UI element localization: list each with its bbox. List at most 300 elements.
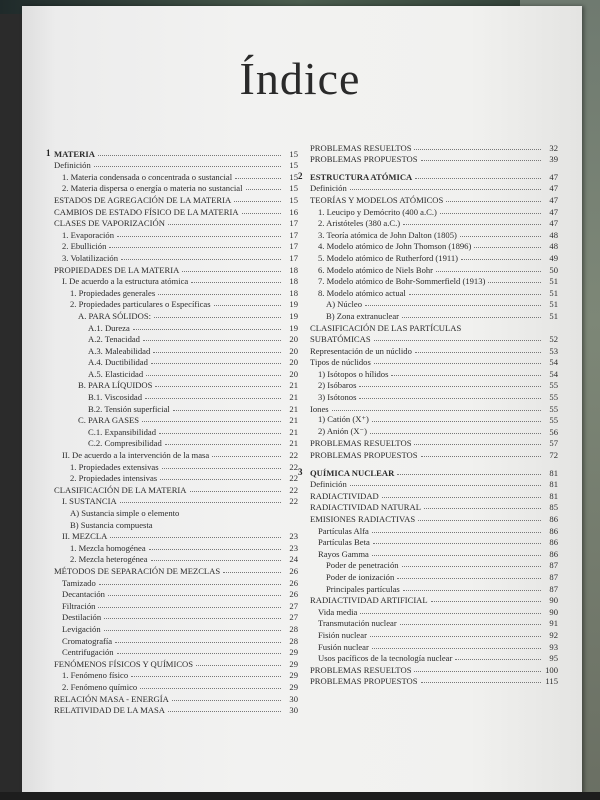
page-number: 115 — [545, 676, 558, 687]
dot-leader — [421, 456, 541, 457]
dot-leader — [98, 607, 281, 608]
entry-title: Cromatografía — [62, 635, 113, 646]
entry-title: PROBLEMAS RESUELTOS — [310, 142, 412, 153]
entry-title: Destilación — [62, 612, 102, 623]
dot-leader — [372, 532, 541, 533]
page-number: 47 — [549, 171, 558, 182]
dot-leader — [155, 386, 281, 387]
dot-leader — [414, 149, 541, 150]
dot-leader — [370, 433, 541, 434]
page-number: 85 — [549, 502, 558, 513]
entry-title: PROBLEMAS RESUELTOS — [310, 438, 412, 449]
dot-leader — [365, 305, 541, 306]
index-entry — [310, 344, 558, 356]
page-number: 15 — [289, 160, 298, 171]
page-number: 87 — [549, 560, 558, 571]
dot-leader — [372, 555, 541, 556]
entry-title: B. PARA LÍQUIDOS — [78, 380, 153, 391]
page-number: 48 — [549, 229, 558, 240]
dot-leader — [98, 155, 281, 156]
entry-title: Definición — [310, 479, 347, 490]
dot-leader — [397, 474, 541, 475]
entry-title: QUÍMICA NUCLEAR — [310, 467, 395, 478]
index-entry — [54, 205, 298, 217]
index-entry — [310, 251, 558, 263]
dot-leader — [350, 189, 541, 190]
dot-leader — [143, 340, 281, 341]
dot-leader — [359, 386, 541, 387]
dot-leader — [168, 711, 281, 712]
index-entry — [54, 344, 298, 356]
page-number: 32 — [549, 142, 558, 153]
dot-leader — [173, 410, 281, 411]
dot-leader — [397, 578, 541, 579]
index-entry — [54, 518, 298, 530]
entry-title: Iones — [310, 403, 329, 414]
dot-leader — [235, 178, 281, 179]
page-number: 20 — [289, 368, 298, 379]
entry-title: CLASES DE VAPORIZACIÓN — [54, 218, 165, 229]
page-number: 17 — [289, 218, 298, 229]
index-entry — [54, 321, 298, 333]
dot-leader — [191, 282, 281, 283]
dot-leader — [159, 433, 281, 434]
entry-title: B) Sustancia compuesta — [70, 519, 153, 530]
index-entry — [310, 448, 558, 460]
dot-leader — [120, 502, 281, 503]
entry-title: Poder de ionización — [326, 571, 395, 582]
page-title: Índice — [239, 53, 361, 104]
entry-title: 1. Evaporación — [62, 229, 115, 240]
index-entry — [54, 437, 298, 449]
dot-leader — [110, 537, 281, 538]
page-number: 22 — [289, 450, 298, 461]
index-entry — [310, 286, 558, 298]
page-number: 51 — [549, 299, 558, 310]
page-number: 27 — [289, 612, 298, 623]
dot-leader — [109, 247, 281, 248]
entry-title: Vida media — [318, 606, 358, 617]
entry-title: 2. Materia dispersa o energía o materia no sustancial — [62, 183, 243, 194]
entry-title: Centrifugación — [62, 647, 114, 658]
page-number: 87 — [549, 583, 558, 594]
dot-leader — [104, 618, 281, 619]
page-number: 86 — [549, 525, 558, 536]
index-entry — [54, 356, 298, 368]
page-number: 26 — [289, 577, 298, 588]
dot-leader — [212, 456, 281, 457]
dot-leader — [133, 329, 281, 330]
entry-title: Definición — [310, 183, 347, 194]
page-number: 81 — [549, 490, 558, 501]
index-entry — [298, 466, 558, 478]
entry-title: Partículas Beta — [318, 537, 370, 548]
page-number: 26 — [289, 589, 298, 600]
entry-title: PROPIEDADES DE LA MATERIA — [54, 264, 180, 275]
index-entry — [310, 594, 558, 606]
dot-leader — [460, 236, 541, 237]
entry-title: Fisión nuclear — [318, 629, 367, 640]
index-entry — [54, 275, 298, 287]
page-number: 47 — [549, 194, 558, 205]
entry-title: 1) Isótopos o hílidos — [318, 368, 389, 379]
dot-leader — [117, 653, 281, 654]
entry-title: II. De acuerdo a la intervención de la masa — [62, 450, 210, 461]
page-number: 30 — [289, 693, 298, 704]
entry-title: FENÓMENOS FÍSICOS Y QUÍMICOS — [54, 658, 194, 669]
entry-title: 1) Catión (X⁺) — [318, 414, 369, 425]
dot-leader — [94, 166, 281, 167]
entry-title: Principales partículas — [326, 583, 400, 594]
index-entry — [54, 240, 298, 252]
page-number: 90 — [549, 606, 558, 617]
entry-title: MATERIA — [54, 148, 95, 159]
entry-title: EMISIONES RADIACTIVAS — [310, 514, 416, 524]
entry-title: A. PARA SÓLIDOS: — [78, 310, 151, 321]
page-number: 81 — [549, 479, 558, 490]
entry-title: 1. Fenómeno físico — [62, 670, 129, 681]
dot-leader — [403, 590, 541, 591]
index-entry — [310, 582, 558, 594]
entry-title: 2. Propiedades intensivas — [70, 473, 158, 484]
index-entry — [310, 298, 558, 310]
index-entry — [54, 704, 298, 716]
page-number: 21 — [289, 438, 298, 449]
page-number: 100 — [545, 664, 558, 675]
entry-title: PROBLEMAS PROPUESTOS — [310, 450, 418, 461]
page-number: 55 — [549, 392, 558, 403]
dot-leader — [223, 572, 281, 573]
entry-title: 1. Propiedades extensivas — [70, 461, 159, 472]
index-entry — [54, 217, 298, 229]
index-entry — [54, 680, 298, 692]
dot-leader — [415, 352, 541, 353]
index-entry — [310, 367, 558, 379]
index-entry — [54, 263, 298, 275]
entry-title: RADIACTIVIDAD NATURAL — [310, 502, 421, 513]
chapter-number: 1 — [46, 147, 51, 158]
dot-leader — [431, 601, 541, 602]
entry-title: A) Núcleo — [326, 299, 363, 310]
entry-title: Representación de un núclido — [310, 345, 412, 356]
entry-title: Usos pacíficos de la tecnología nuclear — [318, 653, 453, 664]
entry-title: 1. Mezcla homogénea — [70, 542, 146, 553]
dot-leader — [145, 398, 281, 399]
index-entry — [54, 669, 298, 681]
dot-leader — [360, 613, 541, 614]
index-entry — [54, 611, 298, 623]
index-entry — [310, 321, 558, 333]
dot-leader — [474, 247, 541, 248]
index-column-left — [46, 141, 298, 716]
dot-leader — [488, 282, 541, 283]
entry-title: 3. Teoría atómica de John Dalton (1805) — [318, 229, 457, 240]
page-number: 29 — [289, 658, 298, 669]
page-number: 22 — [289, 484, 298, 495]
index-entry — [310, 559, 558, 571]
page-number: 51 — [549, 310, 558, 321]
page-number: 47 — [549, 183, 558, 194]
page-number: 55 — [549, 415, 558, 426]
page-number: 51 — [549, 276, 558, 287]
entry-title: C.1. Expansibilidad — [88, 426, 157, 437]
page-number: 92 — [549, 629, 558, 640]
index-entry — [54, 414, 298, 426]
entry-title: ESTADOS DE AGREGACIÓN DE LA MATERIA — [54, 194, 232, 205]
page-number: 39 — [549, 154, 558, 165]
entry-title: A.1. Dureza — [88, 322, 130, 333]
entry-title: I. De acuerdo a la estructura atómica — [62, 276, 189, 287]
dot-leader — [160, 479, 281, 480]
dot-leader — [153, 352, 281, 353]
page-number: 87 — [549, 571, 558, 582]
dot-leader — [108, 595, 281, 596]
page-number: 54 — [549, 368, 558, 379]
page-number: 48 — [549, 241, 558, 252]
page-number: 18 — [289, 276, 298, 287]
index-entry — [310, 489, 558, 501]
index-entry — [54, 159, 298, 171]
dot-leader — [370, 636, 541, 637]
dot-leader — [415, 178, 541, 179]
index-entry — [310, 153, 558, 165]
dot-leader — [418, 520, 541, 521]
dot-leader — [154, 317, 281, 318]
page-number: 24 — [289, 554, 298, 565]
page-number: 26 — [289, 565, 298, 576]
index-entry — [310, 570, 558, 582]
entry-title: Tamizado — [62, 577, 96, 588]
entry-title: A.3. Maleabilidad — [88, 345, 151, 356]
index-entry — [54, 564, 298, 576]
entry-title: Partículas Alfa — [318, 525, 369, 536]
index-entry — [310, 309, 558, 321]
dot-leader — [402, 566, 541, 567]
entry-title: Fusión nuclear — [318, 641, 369, 652]
entry-title: II. MEZCLA — [62, 531, 108, 542]
index-entry — [54, 333, 298, 345]
index-entry — [46, 147, 298, 159]
page-number: 72 — [549, 450, 558, 461]
dot-leader — [151, 560, 281, 561]
index-entry — [310, 333, 558, 345]
index-entry — [54, 367, 298, 379]
page-number: 15 — [289, 194, 298, 205]
index-entry — [54, 622, 298, 634]
index-entry — [54, 402, 298, 414]
index-entry — [54, 425, 298, 437]
index-entry — [54, 170, 298, 182]
entry-title: A.5. Elasticidad — [88, 368, 144, 379]
page-number: 47 — [549, 206, 558, 217]
page-number: 19 — [289, 322, 298, 333]
entry-title: 8. Modelo atómico actual — [318, 287, 406, 298]
index-entry — [310, 524, 558, 536]
dot-leader — [99, 584, 281, 585]
index-entry — [310, 356, 558, 368]
entry-title: CLASIFICACIÓN DE LA MATERIA — [54, 484, 187, 495]
page-number: 50 — [549, 264, 558, 275]
entry-title: RADIACTIVIDAD ARTIFICIAL — [310, 595, 428, 606]
index-entry — [310, 379, 558, 391]
page-number: 15 — [289, 171, 298, 182]
index-entry — [310, 390, 558, 402]
entry-title: Decantación — [62, 589, 105, 600]
index-entry — [310, 547, 558, 559]
dot-leader — [359, 398, 541, 399]
dot-leader — [373, 543, 541, 544]
page-number: 23 — [289, 542, 298, 553]
page-number: 18 — [289, 287, 298, 298]
dot-leader — [372, 421, 541, 422]
dot-leader — [246, 189, 282, 190]
index-entry — [54, 379, 298, 391]
dot-leader — [149, 549, 281, 550]
page-number: 52 — [549, 334, 558, 345]
entry-title: Levigación — [62, 623, 101, 634]
entry-title: 2. Propiedades particulares o Específicas — [70, 299, 211, 310]
index-entry — [54, 390, 298, 402]
index-entry — [310, 182, 558, 194]
dot-leader — [440, 213, 541, 214]
dot-leader — [446, 201, 541, 202]
index-entry — [310, 478, 558, 490]
entry-title: 2) Isóbaros — [318, 380, 357, 391]
dot-leader — [115, 642, 281, 643]
dot-leader — [461, 259, 541, 260]
chapter-number: 2 — [298, 170, 303, 181]
page-number: 20 — [289, 357, 298, 368]
page-number: 21 — [289, 380, 298, 391]
page-number: 23 — [289, 531, 298, 542]
entry-title: 7. Modelo atómico de Bohr-Sommerfield (1913) — [318, 276, 486, 287]
entry-title: 1. Leucipo y Demócrito (400 a.C.) — [318, 206, 437, 217]
index-entry — [54, 692, 298, 704]
index-entry — [54, 506, 298, 518]
page-number: 47 — [549, 218, 558, 229]
index-entry — [54, 286, 298, 298]
entry-title: C.2. Compresibilidad — [88, 438, 162, 449]
entry-title: PROBLEMAS PROPUESTOS — [310, 676, 418, 687]
page-number: 29 — [289, 647, 298, 658]
index-entry — [310, 628, 558, 640]
index-entry — [310, 193, 558, 205]
entry-title: RELACIÓN MASA - ENERGÍA — [54, 693, 169, 704]
index-entry — [54, 472, 298, 484]
entry-title: Definición — [54, 160, 91, 171]
page-number: 19 — [289, 299, 298, 310]
entry-title: B) Zona extranuclear — [326, 310, 400, 321]
entry-title: TEORÍAS Y MODELOS ATÓMICOS — [310, 194, 444, 205]
page-number: 91 — [549, 618, 558, 629]
dot-leader — [172, 700, 281, 701]
dot-leader — [146, 375, 281, 376]
index-entry — [310, 501, 558, 513]
entry-title: A.2. Tenacidad — [88, 334, 140, 345]
entry-title: 1. Propiedades generales — [70, 287, 156, 298]
page-number: 53 — [549, 345, 558, 356]
index-entry — [54, 251, 298, 263]
page-number: 18 — [289, 264, 298, 275]
entry-title: 2) Anión (X⁻) — [318, 425, 367, 436]
page-number: 19 — [289, 310, 298, 321]
dot-leader — [190, 491, 282, 492]
dot-leader — [117, 236, 281, 237]
entry-title: B.2. Tensión superficial — [88, 403, 170, 414]
page-number: 21 — [289, 415, 298, 426]
index-entry — [310, 640, 558, 652]
entry-title: ESTRUCTURA ATÓMICA — [310, 171, 413, 182]
page-number: 22 — [289, 461, 298, 472]
index-entry — [54, 298, 298, 310]
index-entry — [310, 512, 558, 524]
entry-title: CLASIFICACIÓN DE LAS PARTÍCULAS — [310, 322, 462, 333]
entry-title: CAMBIOS DE ESTADO FÍSICO DE LA MATERIA — [54, 206, 239, 217]
entry-title: Poder de penetración — [326, 560, 399, 571]
index-entry — [54, 553, 298, 565]
entry-title: 5. Modelo atómico de Rutherford (1911) — [318, 252, 459, 263]
index-entry — [310, 663, 558, 675]
entry-title: MÉTODOS DE SEPARACIÓN DE MEZCLAS — [54, 565, 221, 576]
dot-leader — [421, 682, 541, 683]
dot-leader — [374, 363, 541, 364]
entry-title: 4. Modelo atómico de John Thomson (1896) — [318, 241, 472, 252]
index-entry — [54, 588, 298, 600]
index-entry — [54, 646, 298, 658]
dot-leader — [382, 497, 541, 498]
dot-leader — [165, 444, 281, 445]
entry-title: 2. Mezcla heterogénea — [70, 554, 148, 565]
index-entry — [310, 605, 558, 617]
page-number: 16 — [289, 206, 298, 217]
page-number: 21 — [289, 392, 298, 403]
page-number: 22 — [289, 496, 298, 507]
index-entry — [310, 425, 558, 437]
entry-title: 2. Fenómeno químico — [62, 681, 138, 692]
index-entry — [54, 599, 298, 611]
index-entry — [310, 228, 558, 240]
dot-leader — [121, 259, 281, 260]
page-number: 15 — [289, 183, 298, 194]
page-number: 81 — [549, 467, 558, 478]
dot-leader — [182, 271, 281, 272]
dot-leader — [142, 421, 281, 422]
index-entry — [310, 617, 558, 629]
entry-title: SUBATÓMICAS — [310, 334, 371, 345]
entry-title: 6. Modelo atómico de Niels Bohr — [318, 264, 434, 275]
index-entry — [310, 437, 558, 449]
dot-leader — [402, 317, 541, 318]
dot-leader — [162, 468, 281, 469]
dot-leader — [414, 671, 541, 672]
page-number: 28 — [289, 635, 298, 646]
entry-title: Tipos de núclidos — [310, 357, 371, 368]
entry-title: Filtración — [62, 600, 96, 611]
dot-leader — [374, 340, 541, 341]
dot-leader — [409, 294, 541, 295]
index-entry — [310, 141, 558, 153]
dot-leader — [242, 213, 281, 214]
page-number: 30 — [289, 705, 298, 716]
dot-leader — [372, 648, 541, 649]
index-entry — [310, 402, 558, 414]
dot-leader — [391, 375, 541, 376]
index-entry — [54, 182, 298, 194]
dot-leader — [421, 160, 541, 161]
index-entry — [54, 460, 298, 472]
page-number: 20 — [289, 334, 298, 345]
entry-title: C. PARA GASES — [78, 415, 140, 426]
